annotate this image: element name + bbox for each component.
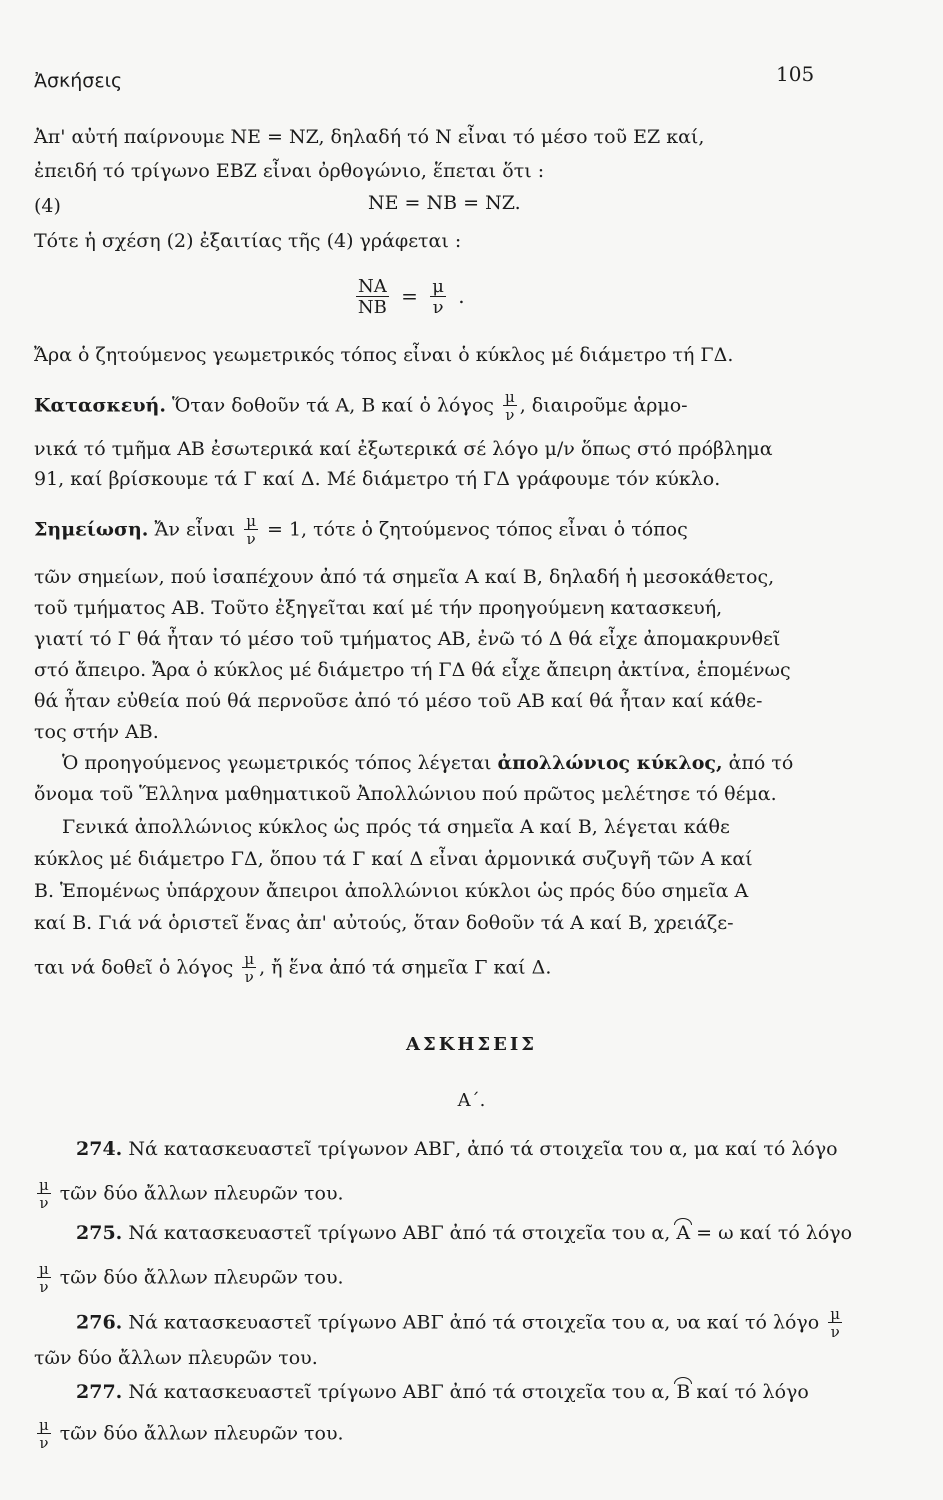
text-span: = 1, τότε ὁ ζητούμενος τόπος εἶναι ὁ τόπος	[267, 518, 688, 541]
fraction-numerator: μ	[39, 1176, 49, 1194]
text-line: θά ἦταν εὐθεία πού θά περνοῦσε ἀπό τό μέσο τοῦ AB καί θά ἦταν καί κάθε-	[34, 690, 763, 712]
text-span: Ὁ προηγούμενος γεωμετρικός τόπος λέγεται	[62, 752, 492, 774]
exercise-275	[76, 1224, 852, 1243]
page-number: 105	[776, 62, 815, 86]
fraction-denominator: ν	[505, 406, 515, 424]
text-line: Γενικά ἀπολλώνιος κύκλος ὡς πρός τά σημεῖα A καί B, λέγεται κάθε	[62, 816, 730, 838]
text-span: τῶν δύο ἄλλων πλευρῶν του.	[59, 1422, 344, 1445]
text-line	[34, 1262, 344, 1295]
fraction-numerator: μ	[432, 276, 444, 297]
text-span: τῶν δύο ἄλλων πλευρῶν του.	[59, 1182, 344, 1205]
fraction-numerator: NA	[358, 276, 387, 297]
fraction-numerator: μ	[246, 512, 256, 530]
fraction-denominator: NB	[357, 297, 387, 318]
fraction-numerator: μ	[830, 1305, 841, 1323]
ratio-equation	[350, 278, 465, 317]
text-line: Τότε ἡ σχέση (2) ἐξαιτίας τῆς (4) γράφεται :	[34, 230, 462, 252]
text-span: τῶν δύο ἄλλων πλευρῶν του.	[59, 1266, 344, 1289]
text-line: τοῦ τμήματος AB. Τοῦτο ἐξηγεῖται καί μέ τήν προηγούμενη κατασκευή,	[34, 597, 723, 619]
exercise-number: 274.	[76, 1138, 123, 1160]
text-line	[34, 514, 688, 547]
text-span: Ἄν εἶναι	[154, 518, 236, 541]
text-line	[34, 1178, 344, 1211]
text-line: Ἄρα ὁ ζητούμενος γεωμετρικός τόπος εἶναι ὁ κύκλος μέ διάμετρο τή ΓΔ.	[34, 344, 734, 366]
text-line	[34, 952, 551, 985]
text-line: νικά τό τμῆμα AB ἐσωτερικά καί ἐξωτερικά σέ λόγο μ/ν ὅπως στό πρόβλημα	[34, 438, 773, 460]
period: .	[458, 284, 465, 308]
text-span: Νά κατασκευαστεῖ τρίγωνο ΑΒΓ ἀπό τά στοιχεῖα του α, υα καί τό λόγο	[128, 1311, 820, 1334]
text-span: Νά κατασκευαστεῖ τρίγωνο ΑΒΓ ἀπό τά στοιχεῖα του α,	[128, 1222, 671, 1244]
text-line: τος στήν AB.	[34, 721, 159, 743]
text-span: , διαιροῦμε ἁρμο-	[519, 394, 688, 417]
exercises-subtitle: Α΄.	[457, 1090, 486, 1111]
fraction-denominator: ν	[432, 297, 444, 318]
running-header: Ἀσκήσεις	[34, 70, 123, 92]
text-line: κύκλος μέ διάμετρο ΓΔ, ὅπου τά Γ καί Δ εἶναι ἁρμονικά συζυγῆ τῶν A καί	[34, 848, 753, 870]
text-span: Ὅταν δοθοῦν τά A, B καί ὁ λόγος	[172, 394, 494, 417]
text-line: ἐπειδή τό τρίγωνο EBZ εἶναι ὀρθογώνιο, ἕπεται ὅτι :	[34, 160, 545, 182]
text-line: Ἀπ' αὐτή παίρνουμε NE = NZ, δηλαδή τό N εἶναι τό μέσο τοῦ EZ καί,	[34, 126, 705, 148]
fraction-numerator: μ	[39, 1416, 49, 1434]
angle-a-symbol: A	[676, 1222, 691, 1244]
paragraph-heading: Σημείωση.	[34, 518, 149, 541]
equals-sign: =	[401, 284, 418, 308]
fraction-denominator: ν	[39, 1278, 49, 1296]
fraction-denominator: ν	[246, 530, 256, 548]
text-span: , ἤ ἕνα ἀπό τά σημεῖα Γ καί Δ.	[259, 956, 552, 979]
exercise-number: 276.	[76, 1311, 123, 1334]
fraction-denominator: ν	[39, 1194, 49, 1212]
exercise-number: 275.	[76, 1222, 123, 1244]
text-span: ἀπό τό	[728, 752, 794, 774]
text-line	[34, 1418, 344, 1451]
text-span: ται νά δοθεῖ ὁ λόγος	[34, 956, 234, 979]
term-apollonian-circle: ἀπολλώνιος κύκλος,	[497, 752, 723, 774]
exercise-277	[76, 1383, 809, 1402]
exercises-title: ΑΣΚΗΣΕΙΣ	[406, 1034, 537, 1055]
text-line: τῶν δύο ἄλλων πλευρῶν του.	[34, 1347, 318, 1369]
text-line	[62, 754, 793, 773]
text-span: Νά κατασκευαστεῖ τρίγωνο ΑΒΓ ἀπό τά στοιχεῖα του α,	[128, 1381, 671, 1403]
fraction-denominator: ν	[830, 1323, 840, 1341]
text-line: B. Ἑπομένως ὑπάρχουν ἄπειροι ἀπολλώνιοι κύκλοι ὡς πρός δύο σημεῖα A	[34, 880, 749, 902]
text-span: = ω καί τό λόγο	[696, 1222, 853, 1244]
text-line: 91, καί βρίσκουμε τά Γ καί Δ. Μέ διάμετρο τή ΓΔ γράφουμε τόν κύκλο.	[34, 468, 721, 490]
angle-b-symbol: B	[676, 1381, 691, 1403]
paragraph-heading: Κατασκευή.	[34, 394, 166, 417]
exercise-number: 277.	[76, 1381, 123, 1403]
equation-label: (4)	[34, 195, 61, 217]
text-line	[34, 390, 688, 423]
text-span: καί τό λόγο	[696, 1381, 809, 1403]
fraction-numerator: μ	[244, 950, 255, 968]
text-line: στό ἄπειρο. Ἄρα ὁ κύκλος μέ διάμετρο τή ΓΔ θά εἶχε ἄπειρη ἀκτίνα, ἑπομένως	[34, 659, 791, 681]
fraction-denominator: ν	[244, 968, 254, 986]
text-span: Νά κατασκευαστεῖ τρίγωνον ΑΒΓ, ἀπό τά στοιχεῖα του α, μα καί τό λόγο	[128, 1138, 838, 1160]
fraction-numerator: μ	[504, 388, 515, 406]
equation: NE = NB = NZ.	[368, 192, 521, 214]
text-line: τῶν σημείων, πού ἰσαπέχουν ἀπό τά σημεῖα A καί B, δηλαδή ἡ μεσοκάθετος,	[34, 566, 775, 588]
text-line: καί B. Γιά νά ὁριστεῖ ἕνας ἀπ' αὐτούς, ὅταν δοθοῦν τά A καί B, χρειάζε-	[34, 912, 734, 934]
exercise-276	[76, 1307, 845, 1340]
text-line: γιατί τό Γ θά ἦταν τό μέσο τοῦ τμήματος AB, ἐνῶ τό Δ θά εἶχε ἀπομακρυνθεῖ	[34, 628, 781, 650]
text-line: ὄνομα τοῦ Ἕλληνα μαθηματικοῦ Ἀπολλώνιου πού πρῶτος μελέτησε τό θέμα.	[34, 783, 777, 805]
fraction-numerator: μ	[39, 1260, 49, 1278]
exercise-274	[76, 1140, 838, 1159]
fraction-denominator: ν	[39, 1434, 49, 1452]
